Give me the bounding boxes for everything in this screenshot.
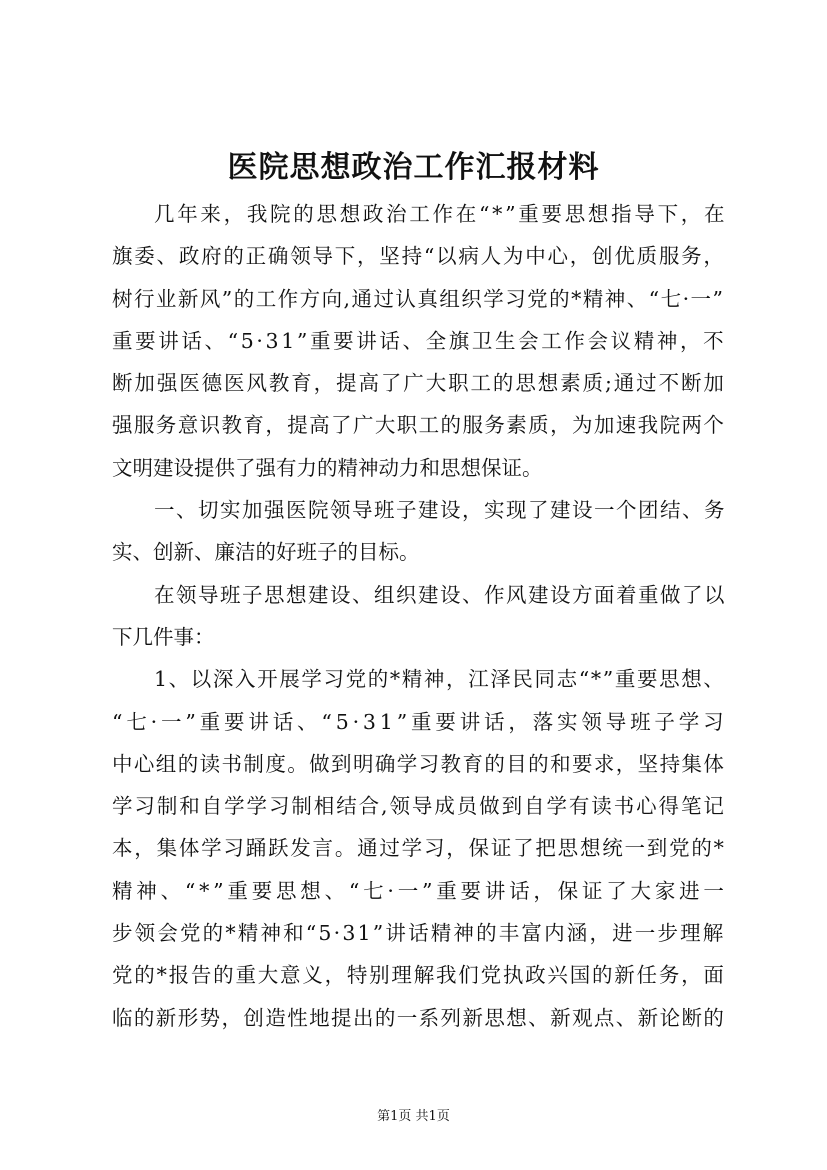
paragraph-line: 几年来，我院的思想政治工作在“*”重要思想指导下，在 — [154, 202, 728, 226]
paragraph-line: 断加强医德医风教育，提高了广大职工的思想素质;通过不断加 — [112, 371, 726, 396]
paragraph-line: 实、创新、廉洁的好班子的目标。 — [112, 540, 420, 565]
paragraph-line: 步领会党的*精神和“5·31”讲话精神的丰富内涵，进一步理解 — [112, 921, 726, 946]
paragraph-line: 本，集体学习踊跃发言。通过学习，保证了把思想统一到党的* — [112, 836, 726, 861]
paragraph-line: 文明建设提供了强有力的精神动力和思想保证。 — [112, 455, 543, 480]
paragraph-line: 中心组的读书制度。做到明确学习教育的目的和要求，坚持集体 — [112, 751, 726, 776]
document-title: 医院思想政治工作汇报材料 — [227, 150, 600, 185]
paragraph-line: 重要讲话、“5·31”重要讲话、全旗卫生会工作会议精神，不 — [112, 328, 727, 353]
paragraph-line: 1、以深入开展学习党的*精神，江泽民同志“*”重要思想、 — [154, 667, 726, 692]
paragraph-line: 在领导班子思想建设、组织建设、作风建设方面着重做了以 — [154, 582, 726, 607]
paragraph-line: 下几件事： — [112, 624, 215, 649]
paragraph-line: 临的新形势，创造性地提出的一系列新思想、新观点、新论断的 — [112, 1005, 726, 1030]
paragraph-line: “七·一”重要讲话、“5·31”重要讲话，落实领导班子学习 — [112, 709, 728, 734]
page-footer: 第1页 共1页 — [377, 1109, 450, 1124]
paragraph-line: 党的*报告的重大意义，特别理解我们党执政兴国的新任务，面 — [112, 963, 726, 988]
paragraph-line: 精神、“*”重要思想、“七·一”重要讲话，保证了大家进一 — [112, 878, 728, 903]
paragraph-line: 强服务意识教育，提高了广大职工的服务素质，为加速我院两个 — [112, 413, 726, 438]
paragraph-line: 一、切实加强医院领导班子建设，实现了建设一个团结、务 — [154, 498, 726, 523]
paragraph-line: 树行业新风”的工作方向,通过认真组织学习党的*精神、“七·一” — [112, 286, 725, 311]
paragraph-line: 学习制和自学学习制相结合,领导成员做到自学有读书心得笔记 — [112, 794, 726, 819]
paragraph-line: 旗委、政府的正确领导下，坚持“以病人为中心，创优质服务， — [112, 244, 726, 269]
document-body — [112, 193, 732, 1039]
